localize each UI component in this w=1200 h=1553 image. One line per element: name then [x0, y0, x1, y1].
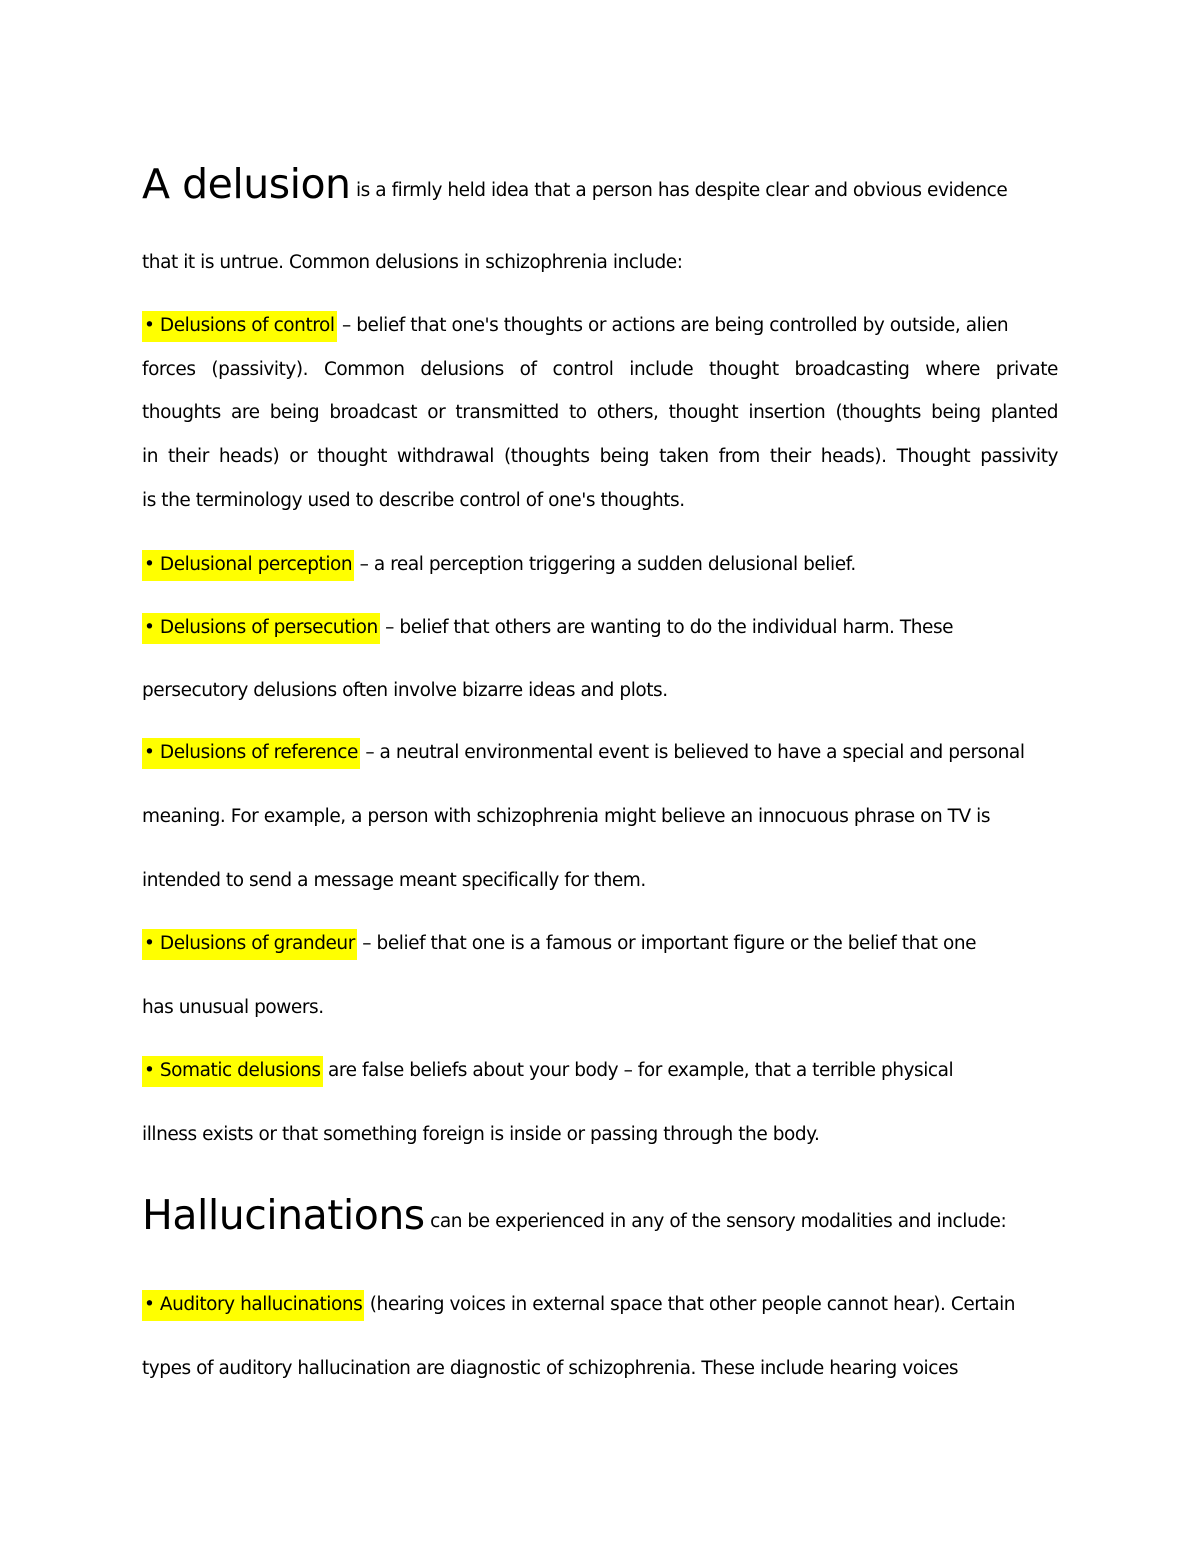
list-item-text: are false beliefs about your body – for example, that a terrible physical	[328, 1060, 954, 1081]
list-item-text: – belief that others are wanting to do the individual harm. These	[385, 617, 954, 638]
list-item-delusions-of-reference	[142, 739, 1062, 767]
highlighted-term: • Auditory hallucinations	[142, 1290, 364, 1321]
hallucinations-intro-line	[142, 1191, 1062, 1239]
list-item-text: – belief that one is a famous or important figure or the belief that one	[362, 933, 977, 954]
list-item-continuation: illness exists or that something foreign is inside or passing through the body.	[142, 1124, 820, 1145]
list-item-text: – a neutral environmental event is believed to have a special and personal	[365, 742, 1025, 763]
hallucinations-intro-text: can be experienced in any of the sensory modalities and include:	[430, 1211, 1007, 1232]
highlighted-term: • Somatic delusions	[142, 1056, 323, 1087]
list-item-text: – belief that one's thoughts or actions are being controlled by outside, alien	[342, 315, 1009, 336]
hallucinations-heading: Hallucinations	[142, 1191, 425, 1239]
list-item-continuation: intended to send a message meant specifically for them.	[142, 870, 646, 891]
list-item-delusional-perception	[142, 551, 1062, 579]
list-item-continuation: in their heads) or thought withdrawal (thoughts being taken from their heads). Thought passivity	[142, 446, 1058, 467]
highlighted-term: • Delusions of grandeur	[142, 929, 357, 960]
list-item-somatic-delusions	[142, 1057, 1062, 1085]
highlighted-term: • Delusions of persecution	[142, 613, 380, 644]
delusion-intro-line-2	[142, 249, 1062, 277]
highlighted-term: • Delusions of reference	[142, 738, 360, 769]
list-item-text: – a real perception triggering a sudden delusional belief.	[359, 554, 856, 575]
delusion-heading: A delusion	[142, 160, 351, 208]
list-item-delusions-of-grandeur	[142, 930, 1062, 958]
list-item-delusions-of-persecution	[142, 614, 1062, 642]
list-item-continuation: has unusual powers.	[142, 997, 324, 1018]
delusion-intro-text-2: that it is untrue. Common delusions in schizophrenia include:	[142, 252, 683, 273]
list-item-continuation: persecutory delusions often involve bizarre ideas and plots.	[142, 680, 668, 701]
list-item-continuation: is the terminology used to describe control of one's thoughts.	[142, 490, 685, 511]
list-item-continuation: thoughts are being broadcast or transmitted to others, thought insertion (thoughts being planted	[142, 402, 1058, 423]
list-item-continuation: forces (passivity). Common delusions of control include thought broadcasting where private	[142, 359, 1058, 380]
delusion-intro-line-1	[142, 160, 1062, 208]
delusion-intro-text-1: is a firmly held idea that a person has despite clear and obvious evidence	[355, 180, 1008, 201]
list-item-continuation: types of auditory hallucination are diagnostic of schizophrenia. These include hearing voices	[142, 1358, 959, 1379]
list-item-auditory-hallucinations	[142, 1291, 1062, 1319]
highlighted-term: • Delusions of control	[142, 311, 337, 342]
list-item-delusions-of-control	[142, 312, 1062, 340]
highlighted-term: • Delusional perception	[142, 550, 354, 581]
list-item-text: (hearing voices in external space that other people cannot hear). Certain	[369, 1294, 1016, 1315]
list-item-continuation: meaning. For example, a person with schizophrenia might believe an innocuous phrase on TV is	[142, 806, 991, 827]
